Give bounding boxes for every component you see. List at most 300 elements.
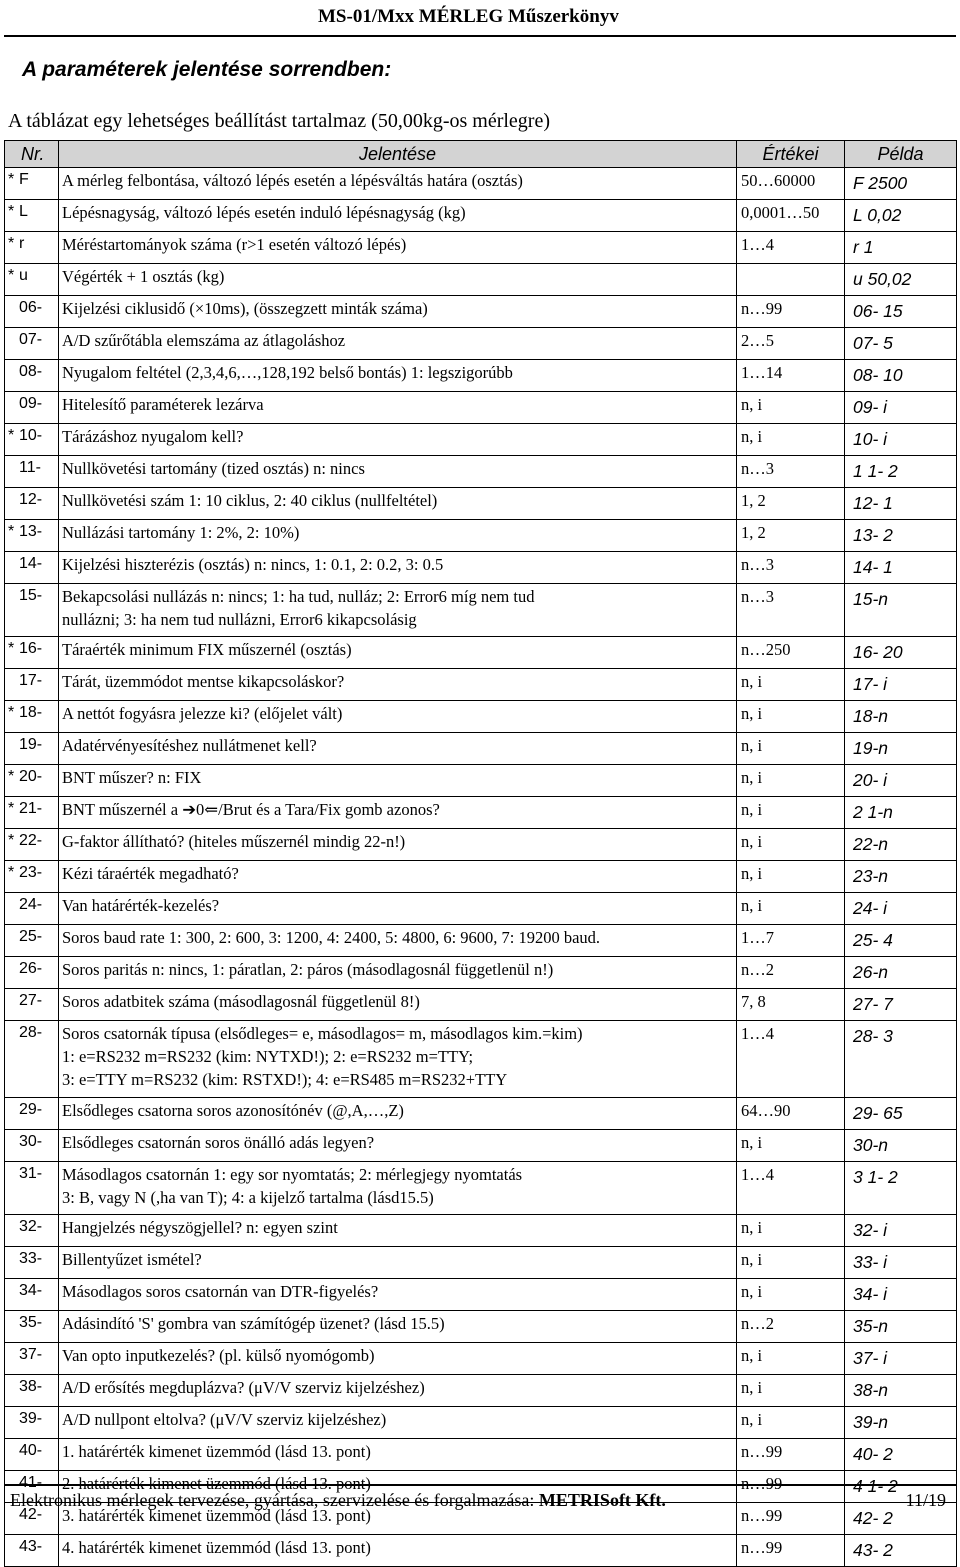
required-marker: * <box>8 267 15 284</box>
parameter-code: 23- <box>19 864 43 881</box>
example-cell: 20- i <box>845 765 957 797</box>
row-description: G-faktor állítható? (hiteles műszernél mindig 22-n!) <box>62 832 406 851</box>
row-description-line-2: 1: e=RS232 m=RS232 (kim: NYTXD!); 2: e=RS232 m=TTY; <box>62 1047 474 1066</box>
required-marker: * <box>8 427 15 444</box>
values-cell: n…99 <box>737 1535 845 1567</box>
values-cell: n, i <box>737 424 845 456</box>
parameter-code: 25- <box>19 928 43 945</box>
example-cell: 13- 2 <box>845 520 957 552</box>
description-cell <box>59 957 737 989</box>
example-cell: 24- i <box>845 893 957 925</box>
parameter-code: 31- <box>19 1165 43 1182</box>
values-cell: n, i <box>737 1375 845 1407</box>
row-number-cell <box>5 168 59 200</box>
row-number-cell <box>5 552 59 584</box>
table-row <box>5 669 957 701</box>
table-row <box>5 1162 957 1215</box>
example-cell: 28- 3 <box>845 1021 957 1098</box>
row-description: Billentyűzet ismétel? <box>62 1250 202 1269</box>
values-cell: 0,0001…50 <box>737 200 845 232</box>
parameter-code: 06- <box>19 299 43 316</box>
description-cell <box>59 1279 737 1311</box>
example-cell: 43- 2 <box>845 1535 957 1567</box>
example-cell: 4 1- 2 <box>845 1471 957 1503</box>
example-cell: 22-n <box>845 829 957 861</box>
parameter-code: 27- <box>19 992 43 1009</box>
row-number-cell <box>5 1130 59 1162</box>
description-cell <box>59 1375 737 1407</box>
parameter-code: 07- <box>19 331 43 348</box>
table-row <box>5 168 957 200</box>
parameter-code: L <box>19 203 28 220</box>
row-description: Elsődleges csatorna soros azonosítónév (@,A,…,Z) <box>62 1101 404 1120</box>
row-description: Méréstartományok száma (r>1 esetén változó lépés) <box>62 235 407 254</box>
row-description: 4. határérték kimenet üzemmód (lásd 13. pont) <box>62 1538 371 1557</box>
description-cell <box>59 989 737 1021</box>
parameter-code: 13- <box>19 523 43 540</box>
values-cell: n, i <box>737 893 845 925</box>
values-cell: n, i <box>737 733 845 765</box>
table-row <box>5 1407 957 1439</box>
parameter-code: 38- <box>19 1378 43 1395</box>
example-cell: 23-n <box>845 861 957 893</box>
row-number-cell <box>5 637 59 669</box>
row-description: Kijelzési ciklusidő (×10ms), (összegzett minták száma) <box>62 299 428 318</box>
row-number-cell <box>5 296 59 328</box>
values-cell: n…2 <box>737 1311 845 1343</box>
description-cell <box>59 296 737 328</box>
values-cell: n…99 <box>737 1471 845 1503</box>
values-cell: n…99 <box>737 296 845 328</box>
example-cell: 06- 15 <box>845 296 957 328</box>
row-number-cell <box>5 989 59 1021</box>
parameter-code: 17- <box>19 672 43 689</box>
page-number: 11/19 <box>905 1490 946 1510</box>
row-number-cell <box>5 1407 59 1439</box>
row-number-cell <box>5 957 59 989</box>
table-row <box>5 488 957 520</box>
parameter-code: 10- <box>19 427 43 444</box>
table-row <box>5 456 957 488</box>
description-cell <box>59 1215 737 1247</box>
required-marker: * <box>8 704 15 721</box>
row-number-cell <box>5 424 59 456</box>
table-row <box>5 765 957 797</box>
row-number-cell <box>5 1162 59 1215</box>
parameter-code: r <box>19 235 25 252</box>
parameter-code: 43- <box>19 1538 43 1555</box>
row-number-cell <box>5 1247 59 1279</box>
values-cell: 1…4 <box>737 232 845 264</box>
row-description: Soros csatornák típusa (elsődleges= e, másodlagos= m, másodlagos kim.=kim) <box>62 1024 583 1043</box>
example-cell: 10- i <box>845 424 957 456</box>
row-description: Végérték + 1 osztás (kg) <box>62 267 225 286</box>
parameter-code: 20- <box>19 768 43 785</box>
description-cell <box>59 456 737 488</box>
values-cell: n, i <box>737 392 845 424</box>
document-header-title: MS-01/Mxx MÉRLEG Műszerkönyv <box>318 6 619 27</box>
example-cell: 37- i <box>845 1343 957 1375</box>
row-description: Soros adatbitek száma (másodlagosnál függetlenül 8!) <box>62 992 420 1011</box>
table-row <box>5 552 957 584</box>
parameter-code: 26- <box>19 960 43 977</box>
table-header-row <box>5 141 957 168</box>
row-description: Kézi táraérték megadható? <box>62 864 239 883</box>
description-cell <box>59 392 737 424</box>
row-number-cell <box>5 1535 59 1567</box>
row-description: Táraérték minimum FIX műszernél (osztás) <box>62 640 352 659</box>
table-row <box>5 989 957 1021</box>
values-cell: n, i <box>737 1247 845 1279</box>
description-cell <box>59 424 737 456</box>
parameter-code: 34- <box>19 1282 43 1299</box>
parameter-code: 22- <box>19 832 43 849</box>
row-number-cell <box>5 488 59 520</box>
values-cell: n, i <box>737 1215 845 1247</box>
row-number-cell <box>5 797 59 829</box>
description-cell <box>59 1021 737 1098</box>
row-description: Lépésnagyság, változó lépés esetén induló lépésnagyság (kg) <box>62 203 466 222</box>
values-cell: n, i <box>737 1407 845 1439</box>
values-cell: n, i <box>737 797 845 829</box>
row-description: Tárát, üzemmódot mentse kikapcsoláskor? <box>62 672 345 691</box>
description-cell <box>59 1130 737 1162</box>
column-header-example: Példa <box>845 141 957 168</box>
footer-brand: METRISoft Kft. <box>538 1490 666 1510</box>
row-number-cell <box>5 360 59 392</box>
row-number-cell <box>5 925 59 957</box>
row-number-cell <box>5 520 59 552</box>
example-cell: 2 1-n <box>845 797 957 829</box>
row-number-cell <box>5 765 59 797</box>
values-cell: n, i <box>737 669 845 701</box>
parameter-code: 12- <box>19 491 43 508</box>
row-description: Másodlagos csatornán 1: egy sor nyomtatás; 2: mérlegjegy nyomtatás <box>62 1165 523 1184</box>
values-cell: 1…7 <box>737 925 845 957</box>
values-cell: n, i <box>737 701 845 733</box>
table-row <box>5 1535 957 1567</box>
table-row <box>5 1279 957 1311</box>
example-cell: 09- i <box>845 392 957 424</box>
parameter-code: 18- <box>19 704 43 721</box>
description-cell <box>59 637 737 669</box>
table-row <box>5 1215 957 1247</box>
example-cell: 39-n <box>845 1407 957 1439</box>
example-cell: 1 1- 2 <box>845 456 957 488</box>
row-number-cell <box>5 1279 59 1311</box>
example-cell: 40- 2 <box>845 1439 957 1471</box>
table-row <box>5 925 957 957</box>
values-cell: n, i <box>737 861 845 893</box>
table-row <box>5 701 957 733</box>
parameter-code: u <box>19 267 28 284</box>
description-cell <box>59 232 737 264</box>
row-description: Kijelzési hiszterézis (osztás) n: nincs, 1: 0.1, 2: 0.2, 3: 0.5 <box>62 555 444 574</box>
row-description: Hitelesítő paraméterek lezárva <box>62 395 264 414</box>
row-number-cell <box>5 264 59 296</box>
table-row <box>5 296 957 328</box>
table-row <box>5 1311 957 1343</box>
values-cell: n…250 <box>737 637 845 669</box>
column-header-meaning: Jelentése <box>59 141 737 168</box>
row-description: Tárázáshoz nyugalom kell? <box>62 427 244 446</box>
table-row <box>5 1098 957 1130</box>
table-row <box>5 584 957 637</box>
table-row <box>5 797 957 829</box>
description-cell <box>59 168 737 200</box>
required-marker: * <box>8 203 15 220</box>
values-cell: n…3 <box>737 584 845 637</box>
table-row <box>5 637 957 669</box>
parameter-code: 19- <box>19 736 43 753</box>
row-description: Elsődleges csatornán soros önálló adás legyen? <box>62 1133 375 1152</box>
row-description: A/D erősítés megduplázva? (μV/V szerviz kijelzéshez) <box>62 1378 425 1397</box>
description-cell <box>59 552 737 584</box>
row-description: Másodlagos soros csatornán van DTR-figyelés? <box>62 1282 379 1301</box>
row-number-cell <box>5 893 59 925</box>
example-cell: u 50,02 <box>845 264 957 296</box>
values-cell: 50…60000 <box>737 168 845 200</box>
section-heading: A paraméterek jelentése sorrendben: <box>22 58 392 81</box>
row-number-cell <box>5 1343 59 1375</box>
table-row <box>5 733 957 765</box>
row-description: 3. határérték kimenet üzemmód (lásd 13. pont) <box>62 1506 371 1525</box>
description-cell <box>59 669 737 701</box>
values-cell: n…99 <box>737 1439 845 1471</box>
row-description: BNT műszer? n: FIX <box>62 768 202 787</box>
parameter-code: 41- <box>19 1474 43 1491</box>
table-row <box>5 328 957 360</box>
row-number-cell <box>5 1375 59 1407</box>
table-row <box>5 1130 957 1162</box>
parameter-code: 37- <box>19 1346 43 1363</box>
row-description: Hangjelzés négyszögjellel? n: egyen szint <box>62 1218 338 1237</box>
parameter-code: 24- <box>19 896 43 913</box>
description-cell <box>59 584 737 637</box>
example-cell: 25- 4 <box>845 925 957 957</box>
values-cell: 1, 2 <box>737 488 845 520</box>
description-cell <box>59 765 737 797</box>
row-number-cell <box>5 584 59 637</box>
table-row <box>5 392 957 424</box>
intro-text: A táblázat egy lehetséges beállítást tartalmaz (50,00kg-os mérlegre) <box>8 110 551 132</box>
table-row <box>5 264 957 296</box>
parameter-code: 16- <box>19 640 43 657</box>
example-cell: 42- 2 <box>845 1503 957 1535</box>
example-cell: 14- 1 <box>845 552 957 584</box>
parameter-code: 29- <box>19 1101 43 1118</box>
parameter-code: 21- <box>19 800 43 817</box>
example-cell: L 0,02 <box>845 200 957 232</box>
row-description: Nullázási tartomány 1: 2%, 2: 10%) <box>62 523 300 542</box>
row-description: BNT műszernél a ➔0⇐/Brut és a Tara/Fix gomb azonos? <box>62 800 440 819</box>
table-row <box>5 1021 957 1098</box>
parameter-code: 35- <box>19 1314 43 1331</box>
values-cell <box>737 264 845 296</box>
values-cell: n, i <box>737 1343 845 1375</box>
example-cell: 34- i <box>845 1279 957 1311</box>
row-description: Nyugalom feltétel (2,3,4,6,…,128,192 belső bontás) 1: legszigorúbb <box>62 363 513 382</box>
row-number-cell <box>5 829 59 861</box>
description-cell <box>59 925 737 957</box>
values-cell: n…3 <box>737 552 845 584</box>
example-cell: 30-n <box>845 1130 957 1162</box>
table-row <box>5 360 957 392</box>
description-cell <box>59 1098 737 1130</box>
required-marker: * <box>8 523 15 540</box>
parameter-code: 32- <box>19 1218 43 1235</box>
values-cell: 1, 2 <box>737 520 845 552</box>
values-cell: 64…90 <box>737 1098 845 1130</box>
example-cell: 32- i <box>845 1215 957 1247</box>
row-description-line-3: 3: e=TTY m=RS232 (kim: RSTXD!); 4: e=RS485 m=RS232+TTY <box>62 1070 508 1089</box>
example-cell: 29- 65 <box>845 1098 957 1130</box>
parameter-code: 08- <box>19 363 43 380</box>
table-row <box>5 1439 957 1471</box>
example-cell: 18-n <box>845 701 957 733</box>
row-description: A mérleg felbontása, változó lépés esetén a lépésváltás határa (osztás) <box>62 171 523 190</box>
description-cell <box>59 1407 737 1439</box>
row-description-line-2: nullázni; 3: ha nem tud nullázni, Error6 kikapcsolásig <box>62 610 417 629</box>
table-row <box>5 520 957 552</box>
row-description: 1. határérték kimenet üzemmód (lásd 13. pont) <box>62 1442 371 1461</box>
table-row <box>5 232 957 264</box>
row-number-cell <box>5 733 59 765</box>
row-description: 2. határérték kimenet üzemmód (lásd 13. pont) <box>62 1474 371 1493</box>
table-row <box>5 200 957 232</box>
values-cell: n, i <box>737 1279 845 1311</box>
row-number-cell <box>5 392 59 424</box>
example-cell: r 1 <box>845 232 957 264</box>
parameter-code: 28- <box>19 1024 43 1041</box>
table-row <box>5 424 957 456</box>
values-cell: 1…14 <box>737 360 845 392</box>
row-description: Adásindító 'S' gombra van számítógép üzenet? (lásd 15.5) <box>62 1314 445 1333</box>
values-cell: n…3 <box>737 456 845 488</box>
example-cell: F 2500 <box>845 168 957 200</box>
example-cell: 16- 20 <box>845 637 957 669</box>
parameter-code: 39- <box>19 1410 43 1427</box>
required-marker: * <box>8 640 15 657</box>
row-description-line-2: 3: B, vagy N (,ha van T); 4: a kijelző tartalma (lásd15.5) <box>62 1188 434 1207</box>
row-number-cell <box>5 1311 59 1343</box>
values-cell: n, i <box>737 765 845 797</box>
example-cell: 19-n <box>845 733 957 765</box>
description-cell <box>59 1311 737 1343</box>
table-row <box>5 957 957 989</box>
values-cell: 7, 8 <box>737 989 845 1021</box>
row-number-cell <box>5 200 59 232</box>
example-cell: 15-n <box>845 584 957 637</box>
required-marker: * <box>8 768 15 785</box>
description-cell <box>59 733 737 765</box>
example-cell: 35-n <box>845 1311 957 1343</box>
table-body <box>5 168 957 1567</box>
row-description: A/D nullpont eltolva? (μV/V szerviz kijelzéshez) <box>62 1410 387 1429</box>
example-cell: 33- i <box>845 1247 957 1279</box>
table-row <box>5 861 957 893</box>
row-number-cell <box>5 456 59 488</box>
table-row <box>5 1343 957 1375</box>
column-header-nr: Nr. <box>5 141 59 168</box>
row-description: Van határérték-kezelés? <box>62 896 220 915</box>
parameter-code: 40- <box>19 1442 43 1459</box>
description-cell <box>59 1439 737 1471</box>
values-cell: 1…4 <box>737 1021 845 1098</box>
footer-text <box>10 1490 666 1511</box>
parameter-code: F <box>19 171 29 188</box>
values-cell: n…99 <box>737 1503 845 1535</box>
parameter-code: 33- <box>19 1250 43 1267</box>
values-cell: n…2 <box>737 957 845 989</box>
values-cell: 2…5 <box>737 328 845 360</box>
example-cell: 07- 5 <box>845 328 957 360</box>
row-number-cell <box>5 232 59 264</box>
example-cell: 26-n <box>845 957 957 989</box>
row-number-cell <box>5 701 59 733</box>
example-cell: 27- 7 <box>845 989 957 1021</box>
row-description: Soros paritás n: nincs, 1: páratlan, 2: páros (másodlagosnál függetlenül n!) <box>62 960 554 979</box>
required-marker: * <box>8 832 15 849</box>
description-cell <box>59 520 737 552</box>
table-row <box>5 1247 957 1279</box>
row-description: A nettót fogyásra jelezze ki? (előjelet vált) <box>62 704 343 723</box>
description-cell <box>59 488 737 520</box>
description-cell <box>59 797 737 829</box>
row-description: A/D szűrőtábla elemszáma az átlagoláshoz <box>62 331 346 350</box>
parameter-code: 15- <box>19 587 43 604</box>
description-cell <box>59 893 737 925</box>
footer-divider <box>4 1484 956 1486</box>
values-cell: 1…4 <box>737 1162 845 1215</box>
row-number-cell <box>5 1098 59 1130</box>
example-cell: 38-n <box>845 1375 957 1407</box>
description-cell <box>59 1162 737 1215</box>
parameter-code: 30- <box>19 1133 43 1150</box>
column-header-values: Értékei <box>737 141 845 168</box>
row-description: Soros baud rate 1: 300, 2: 600, 3: 1200, 4: 2400, 5: 4800, 6: 9600, 7: 19200 baud. <box>62 928 601 947</box>
parameter-code: 14- <box>19 555 43 572</box>
required-marker: * <box>8 235 15 252</box>
example-cell: 3 1- 2 <box>845 1162 957 1215</box>
parameter-code: 11- <box>19 459 41 476</box>
required-marker: * <box>8 800 15 817</box>
description-cell <box>59 264 737 296</box>
row-number-cell <box>5 328 59 360</box>
description-cell <box>59 200 737 232</box>
table-row <box>5 893 957 925</box>
row-number-cell <box>5 861 59 893</box>
required-marker: * <box>8 864 15 881</box>
table-row <box>5 829 957 861</box>
row-description: Bekapcsolási nullázás n: nincs; 1: ha tud, nulláz; 2: Error6 míg nem tud <box>62 587 535 606</box>
row-number-cell <box>5 1439 59 1471</box>
row-number-cell <box>5 1021 59 1098</box>
parameter-code: 42- <box>19 1506 43 1523</box>
example-cell: 17- i <box>845 669 957 701</box>
example-cell: 12- 1 <box>845 488 957 520</box>
row-description: Nullkövetési tartomány (tized osztás) n: nincs <box>62 459 365 478</box>
row-description: Van opto inputkezelés? (pl. külső nyomógomb) <box>62 1346 375 1365</box>
row-description: Nullkövetési szám 1: 10 ciklus, 2: 40 ciklus (nullfeltétel) <box>62 491 438 510</box>
row-number-cell <box>5 669 59 701</box>
parameter-code: 09- <box>19 395 43 412</box>
required-marker: * <box>8 171 15 188</box>
values-cell: n, i <box>737 829 845 861</box>
description-cell <box>59 1343 737 1375</box>
table-row <box>5 1375 957 1407</box>
description-cell <box>59 829 737 861</box>
